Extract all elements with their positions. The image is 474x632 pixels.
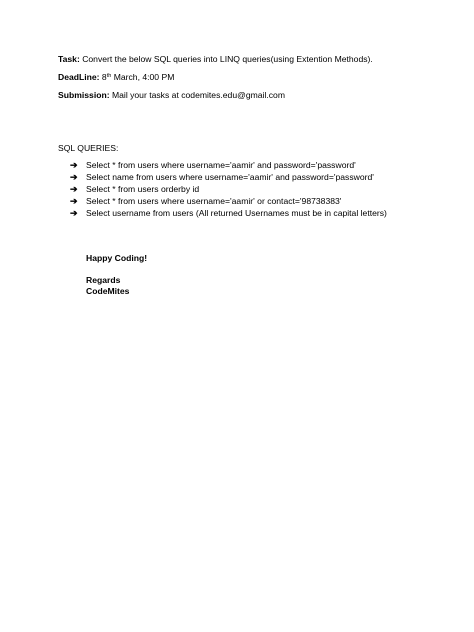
list-item bbox=[70, 184, 387, 195]
submission-label: Submission: bbox=[58, 90, 110, 100]
list-item bbox=[70, 208, 387, 219]
list-item bbox=[70, 172, 387, 183]
query-text: Select username from users (All returned Usernames must be in capital letters) bbox=[86, 208, 387, 218]
task-text: Convert the below SQL queries into LINQ queries(using Extention Methods). bbox=[79, 54, 373, 64]
closing-signature: CodeMites bbox=[86, 286, 130, 296]
task-line bbox=[58, 54, 373, 65]
right-arrow-icon: ➔ bbox=[70, 160, 78, 170]
closing-greeting: Happy Coding! bbox=[86, 253, 148, 263]
sql-query-list bbox=[70, 160, 387, 220]
query-text: Select name from users where username='aamir' and password='password' bbox=[86, 172, 374, 182]
query-text: Select * from users where username='aamir' and password='password' bbox=[86, 160, 356, 170]
deadline-day: 8 bbox=[99, 72, 107, 82]
deadline-line bbox=[58, 72, 174, 83]
list-item bbox=[70, 160, 387, 171]
list-item bbox=[70, 196, 387, 207]
deadline-label: DeadLine: bbox=[58, 72, 100, 82]
closing-regards: Regards bbox=[86, 275, 121, 285]
submission-line bbox=[58, 90, 285, 101]
deadline-rest: March, 4:00 PM bbox=[111, 72, 175, 82]
sql-queries-heading: SQL QUERIES: bbox=[58, 143, 119, 153]
task-label: Task: bbox=[58, 54, 80, 64]
query-text: Select * from users orderby id bbox=[86, 184, 200, 194]
query-text: Select * from users where username='aamir' or contact='98738383' bbox=[86, 196, 342, 206]
right-arrow-icon: ➔ bbox=[70, 172, 78, 182]
right-arrow-icon: ➔ bbox=[70, 196, 78, 206]
right-arrow-icon: ➔ bbox=[70, 184, 78, 194]
right-arrow-icon: ➔ bbox=[70, 208, 78, 218]
deadline-day-suffix: th bbox=[106, 73, 112, 79]
submission-text: Mail your tasks at codemites.edu@gmail.com bbox=[109, 90, 285, 100]
